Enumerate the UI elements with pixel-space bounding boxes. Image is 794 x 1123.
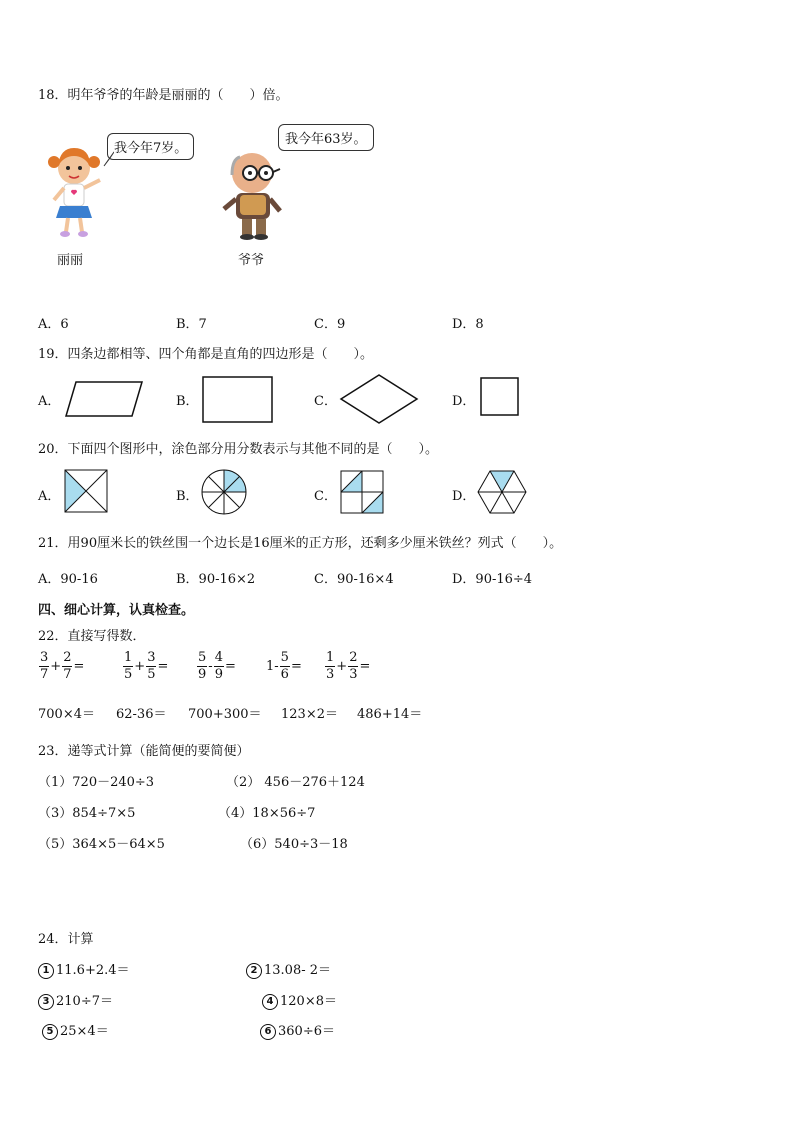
grandpa-illustration: [210, 145, 300, 245]
q18-option-c[interactable]: C．9: [314, 317, 346, 332]
square-triangles-shape[interactable]: [340, 470, 384, 514]
q22-fraction-expr-4: 1- $\frac{5}{6}$ =: [266, 650, 302, 682]
q22-fraction-expr-2: $\frac{1}{5}$ + $\frac{3}{5}$ =: [124, 650, 169, 682]
circled-number-icon: 1: [38, 963, 54, 979]
q22-fraction-expr-3: $\frac{5}{9}$ - $\frac{4}{9}$ =: [198, 650, 236, 682]
q24-item-6: 6 360÷6＝: [260, 1020, 335, 1040]
q21-option-c[interactable]: C．90-16×4: [314, 572, 394, 587]
q18-option-a[interactable]: A．6: [38, 317, 69, 332]
q18-option-b[interactable]: B．7: [176, 317, 207, 332]
rhombus-shape[interactable]: [339, 373, 419, 425]
q19-label-d[interactable]: D．: [452, 394, 476, 409]
q22-row2-item-4: 123×2＝: [281, 707, 338, 722]
q22-fraction-expr-1: $\frac{3}{7}$ + $\frac{2}{7}$ =: [40, 650, 85, 682]
q21-stem: 21．用90厘米长的铁丝围一个边长是16厘米的正方形，还剩多少厘米铁丝？列式（ ）。: [38, 536, 563, 551]
q24-item-1: 1 11.6+2.4＝: [38, 959, 130, 979]
girl-speech-bubble: 我今年7岁。: [107, 133, 194, 160]
q22-row2-item-1: 700×4＝: [38, 707, 95, 722]
circled-number-icon: 5: [42, 1024, 58, 1040]
q22-row2-item-5: 486+14＝: [357, 707, 423, 722]
section-4-title: 四、细心计算，认真检查。: [38, 603, 195, 618]
q21-option-d[interactable]: D．90-16÷4: [452, 572, 533, 587]
q22-row2-item-2: 62-36＝: [116, 707, 167, 722]
q24-stem: 24．计算: [38, 932, 94, 947]
rectangle-shape[interactable]: [202, 376, 274, 424]
q21-option-a[interactable]: A．90-16: [38, 572, 98, 587]
q24-item-3: 3 210÷7＝: [38, 990, 113, 1010]
q18-stem: 18．明年爷爷的年龄是丽丽的（ ）倍。: [38, 88, 289, 103]
q22-fraction-expr-5: $\frac{1}{3}$ + $\frac{2}{3}$ =: [326, 650, 371, 682]
q20-stem: 20．下面四个图形中，涂色部分用分数表示与其他不同的是（ ）。: [38, 442, 439, 457]
hexagon-shape[interactable]: [477, 469, 527, 515]
q24-item-4: 4 120×8＝: [262, 990, 337, 1010]
girl-name: 丽丽: [57, 253, 84, 268]
q19-label-c[interactable]: C．: [314, 394, 337, 409]
grandpa-speech-bubble: 我今年63岁。: [278, 124, 374, 151]
q23-item-4: （4）18×56÷7: [218, 806, 316, 821]
q20-label-c[interactable]: C．: [314, 489, 337, 504]
q24-item-5: 5 25×4＝: [42, 1020, 109, 1040]
q23-item-3: （3）854÷7×5: [38, 806, 136, 821]
q22-stem: 22．直接写得数．: [38, 629, 146, 644]
circled-number-icon: 4: [262, 994, 278, 1010]
q22-row2-item-3: 700+300＝: [188, 707, 262, 722]
square-shape[interactable]: [480, 377, 520, 417]
q23-item-5: （5）364×5－64×5: [38, 837, 165, 852]
q19-stem: 19．四条边都相等、四个角都是直角的四边形是（ ）。: [38, 347, 374, 362]
q20-label-d[interactable]: D．: [452, 489, 476, 504]
q20-label-a[interactable]: A．: [38, 489, 61, 504]
q23-item-6: （6）540÷3－18: [240, 837, 348, 852]
square-diagonals-shape[interactable]: [64, 469, 108, 513]
circled-number-icon: 6: [260, 1024, 276, 1040]
q21-option-b[interactable]: B．90-16×2: [176, 572, 256, 587]
q19-label-b[interactable]: B．: [176, 394, 199, 409]
girl-illustration: [44, 140, 114, 240]
q23-item-1: （1）720－240÷3: [38, 775, 155, 790]
parallelogram-shape[interactable]: [64, 380, 144, 418]
q24-item-2: 2 13.08- 2＝: [246, 959, 331, 979]
q19-label-a[interactable]: A．: [38, 394, 61, 409]
circled-number-icon: 2: [246, 963, 262, 979]
q23-item-2: （2） 456－276＋124: [226, 775, 365, 790]
circle-sectors-shape[interactable]: [201, 469, 247, 515]
q23-stem: 23．递等式计算（能简便的要简便）: [38, 744, 250, 759]
circled-number-icon: 3: [38, 994, 54, 1010]
grandpa-name: 爷爷: [238, 253, 265, 268]
q18-option-d[interactable]: D．8: [452, 317, 484, 332]
q20-label-b[interactable]: B．: [176, 489, 199, 504]
